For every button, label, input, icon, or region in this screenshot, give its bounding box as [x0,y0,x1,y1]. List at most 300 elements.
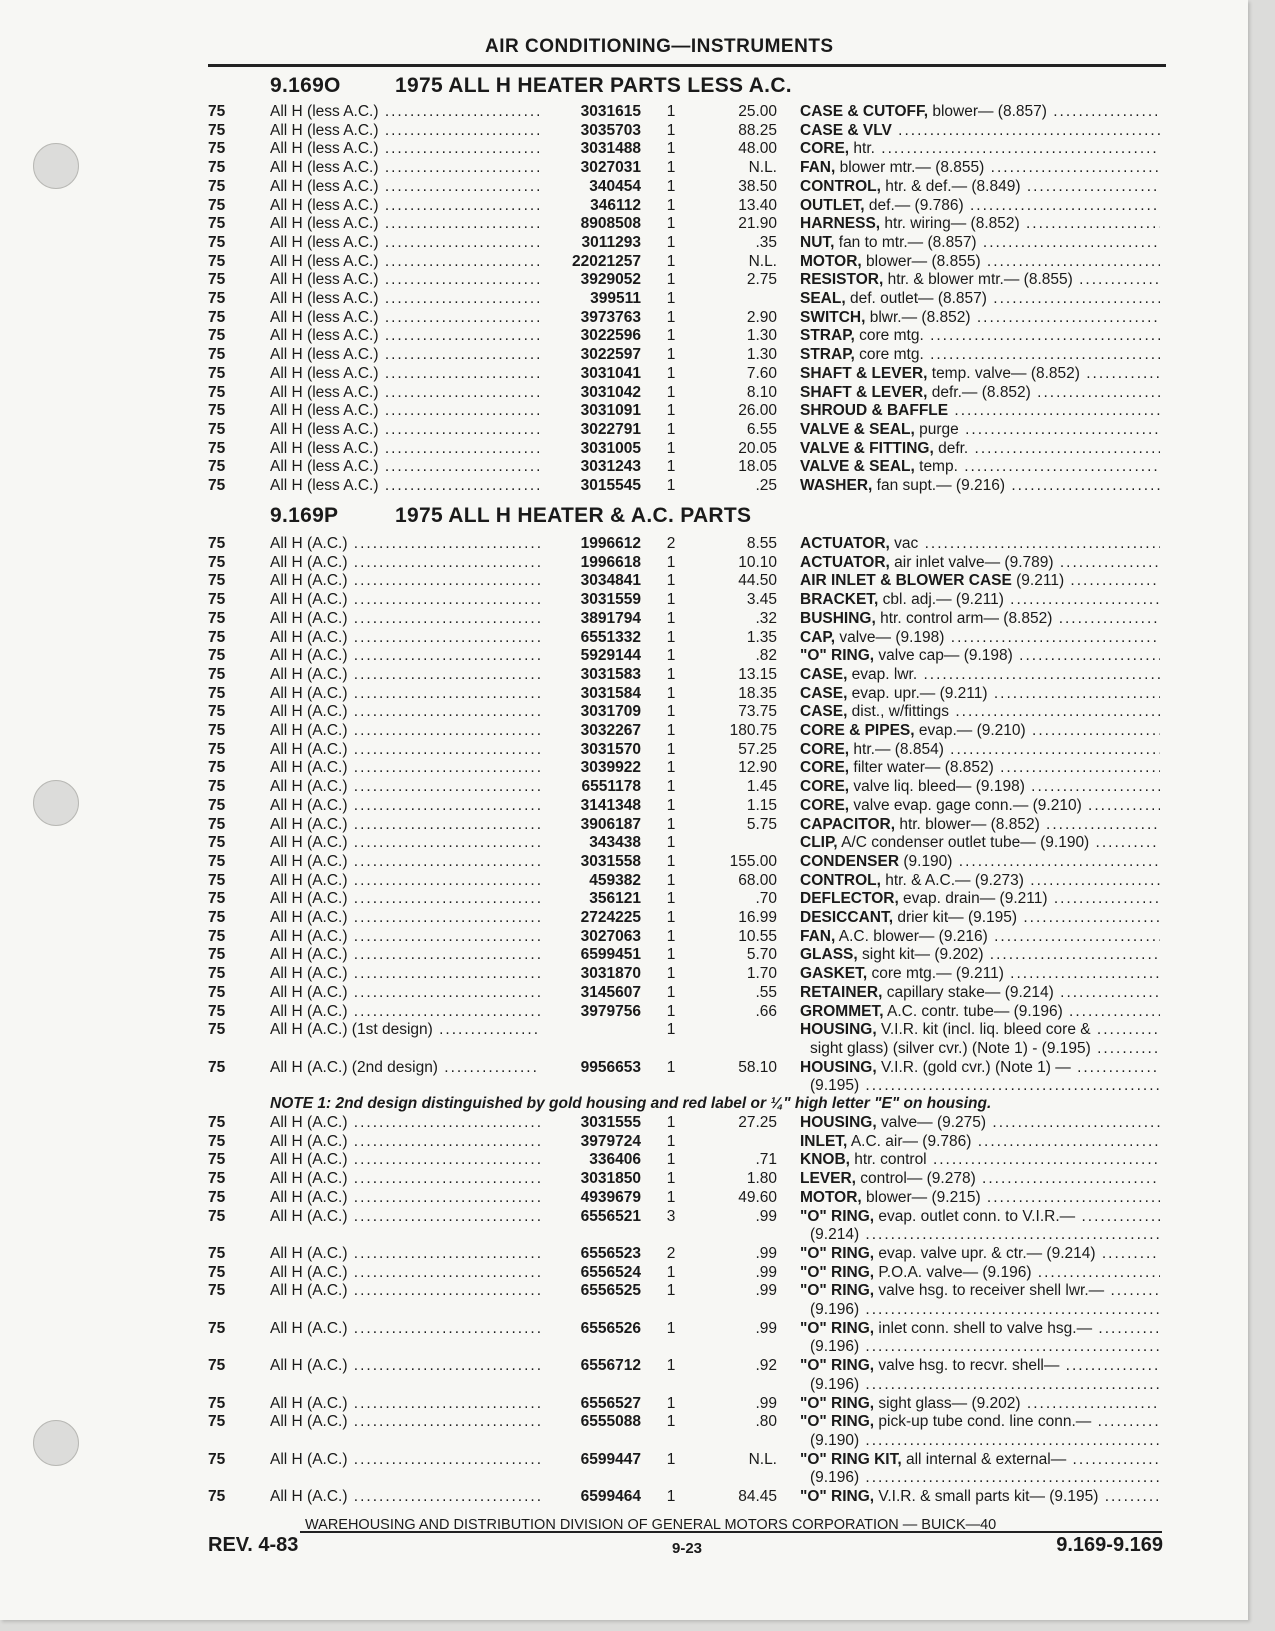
description-name: SHROUD & BAFFLE [800,402,949,420]
description-cell [800,159,1160,178]
year-cell: 75 [208,1058,226,1076]
year-cell: 75 [208,215,226,233]
year-cell: 75 [208,852,226,870]
model-cell: All H (less A.C.) ..... [270,140,540,159]
price-cell: 48.00 [738,140,777,158]
model-cell: All H (less A.C.) ..... [270,421,540,440]
year-cell: 75 [208,346,226,364]
description-cell [800,271,1160,290]
part-number-cell: 6556524 [580,1263,641,1281]
price-cell: .80 [755,1413,777,1431]
section-title: 1975 ALL H HEATER PARTS LESS A.C. [395,74,792,97]
model-cell: All H (A.C.) ..... [270,797,540,816]
year-cell: 75 [208,477,226,494]
part-number-cell: 3031558 [580,852,641,870]
model-cell: All H (A.C.) ..... [270,741,540,760]
model-cell: All H (A.C.) ..... [270,1488,540,1507]
part-number-cell: 459382 [589,871,641,889]
description-cell [800,1413,1160,1432]
price-cell: 20.05 [738,439,777,457]
section-range: 9.169-9.169 [1056,1534,1163,1556]
price-cell: 1.30 [746,327,777,345]
quantity-cell: 1 [666,271,676,289]
year-cell: 75 [208,252,226,270]
description-cell [800,1245,1160,1264]
description-cell [800,591,1160,610]
year-cell: 75 [208,458,226,476]
description-cell [800,535,1160,554]
year-cell: 75 [208,1151,226,1169]
description-name: OUTLET, [800,196,865,214]
part-number-cell: 3929052 [580,271,641,289]
quantity-cell: 1 [666,383,676,401]
description-detail: evap.— (9.210) [914,722,1026,739]
model-cell: All H (A.C.) ..... [270,1189,540,1208]
year-cell: 75 [208,121,226,139]
description-detail: defr. [933,439,969,457]
description-detail: evap. lwr. [847,665,918,683]
year-cell: 75 [208,684,226,702]
price-cell: 27.25 [738,1114,777,1131]
description-cell [800,1395,1160,1414]
description-name: WASHER, [800,477,873,494]
year-cell: 75 [208,665,226,683]
description-detail: core mtg. [854,346,924,364]
year-cell: 75 [208,1357,226,1375]
description-name: VALVE & SEAL, [800,458,915,476]
price-cell: 13.15 [738,665,777,683]
model-cell: All H (A.C.) ..... [270,1133,540,1152]
quantity-cell: 3 [666,1207,676,1225]
description-cell [800,984,1160,1003]
description-cell [800,946,1160,965]
description-cell [800,1170,1160,1189]
quantity-cell: 1 [666,1488,676,1505]
quantity-cell: 1 [666,909,676,926]
description-name: GLASS, [800,946,858,964]
description-cell [800,1114,1160,1133]
description-cell [800,309,1160,328]
year-cell: 75 [208,591,226,609]
description-detail: control— (9.278) [855,1170,976,1188]
description-name: "O" RING KIT, [800,1450,902,1468]
description-name: CLIP, [800,834,838,852]
part-number-cell: 3027063 [580,927,641,945]
price-cell: 155.00 [729,852,777,870]
quantity-cell: 1 [666,308,676,326]
model-cell: All H (A.C.) ..... [270,928,540,947]
part-number-cell: 22021257 [572,252,641,270]
quantity-cell: 1 [666,140,676,158]
year-cell: 75 [208,233,226,251]
price-cell: 21.90 [738,215,777,233]
description-continuation: sight glass) (silver cvr.) (Note 1) - (9.195) ..... [810,1040,1160,1059]
description-detail: valve evap. gage conn.— (9.210) [849,796,1082,814]
quantity-cell: 1 [666,703,676,721]
part-number-cell: 3145607 [580,983,641,1001]
description-name: MOTOR, [800,1188,862,1206]
description-detail: cbl. adj.— (9.211) [878,591,1004,609]
part-number-cell: 3027031 [580,159,641,177]
price-cell: 18.35 [738,684,777,702]
year-cell: 75 [208,177,226,195]
year-cell: 75 [208,420,226,438]
model-cell: All H (A.C.) ..... [270,890,540,909]
model-cell: All H (less A.C.) ..... [270,253,540,272]
quantity-cell: 1 [666,1263,676,1281]
description-cell [800,741,1160,760]
quantity-cell: 1 [666,665,676,683]
price-cell: .99 [755,1244,777,1262]
price-cell: 88.25 [738,121,777,139]
price-cell: 38.50 [738,177,777,195]
description-name: INLET, [800,1132,848,1150]
description-detail: inlet conn. shell to valve hsg.— [874,1319,1093,1337]
description-cell [800,816,1160,835]
section-number: 9.169O [270,74,341,97]
description-cell [800,384,1160,403]
model-cell: All H (A.C.) ..... [270,778,540,797]
quantity-cell: 1 [666,103,676,120]
description-detail: drier kit— (9.195) [893,909,1018,926]
year-cell: 75 [208,628,226,646]
description-name: NUT, [800,233,835,251]
description-name: CORE, [800,140,850,158]
description-cell [800,1003,1160,1022]
year-cell: 75 [208,1132,226,1150]
model-cell: All H (less A.C.) ..... [270,346,540,365]
year-cell: 75 [208,364,226,382]
model-cell: All H (A.C.) ..... [270,554,540,573]
year-cell: 75 [208,796,226,814]
part-number-cell: 3022596 [580,327,641,345]
price-cell: .25 [755,477,777,494]
description-name: CASE, [800,665,848,683]
description-detail: pick-up tube cond. line conn.— [874,1413,1092,1431]
part-number-cell: 6551178 [581,778,641,796]
description-name: CASE & CUTOFF, [800,103,929,120]
description-detail: htr. & def.— (8.849) [880,177,1021,195]
year-cell: 75 [208,271,226,289]
page-header-title: AIR CONDITIONING—INSTRUMENTS [485,36,834,57]
price-cell: .99 [755,1207,777,1225]
description-detail: htr. control [849,1151,927,1169]
description-cell [800,1320,1160,1339]
price-cell: 84.45 [738,1488,777,1505]
description-detail: sight kit— (9.202) [857,946,984,964]
description-detail: evap. outlet conn. to V.I.R.— [874,1207,1076,1225]
description-name: ACTUATOR, [800,535,890,552]
year-cell: 75 [208,609,226,627]
description-detail: A.C. air— (9.786) [847,1132,972,1150]
description-name: RESISTOR, [800,271,884,289]
year-cell: 75 [208,890,226,908]
description-cell [800,872,1160,891]
price-cell: 1.45 [746,778,777,796]
description-name: CONDENSER [800,852,900,870]
model-cell: All H (less A.C.) ..... [270,402,540,421]
quantity-cell: 1 [666,1021,676,1039]
model-cell: All H (A.C.) ..... [270,1357,540,1376]
quantity-cell: 1 [666,1357,676,1375]
description-detail: A.C. contr. tube— (9.196) [883,1002,1063,1020]
price-cell: 13.40 [738,196,777,214]
description-name: STRAP, [800,346,855,364]
description-cell [800,685,1160,704]
part-number-cell: 3031850 [580,1170,641,1188]
quantity-cell: 1 [666,402,676,420]
model-cell: All H (A.C.) ..... [270,834,540,853]
description-cell [800,1021,1160,1040]
description-detail: purge [914,420,959,438]
price-cell: 8.55 [746,535,777,552]
price-cell: N.L. [748,1450,777,1468]
description-continuation: (9.196) ..... [810,1469,1160,1488]
model-cell: All H (A.C.) ..... [270,872,540,891]
price-cell: 26.00 [738,402,777,420]
description-cell [800,1488,1160,1507]
price-cell: .55 [755,983,777,1001]
description-name: AIR INLET & BLOWER CASE [800,572,1012,590]
part-number-cell: 3979756 [580,1002,641,1020]
description-continuation: (9.196) ..... [810,1338,1160,1357]
model-cell: All H (less A.C.) ..... [270,290,540,309]
description-name: GROMMET, [800,1002,884,1020]
section-title: 1975 ALL H HEATER & A.C. PARTS [395,504,752,527]
quantity-cell: 1 [666,1151,676,1169]
description-name: CONTROL, [800,177,881,195]
model-cell: All H (A.C.) ..... [270,759,540,778]
model-cell: All H (A.C.) ..... [270,1395,540,1414]
description-detail: core mtg. [854,327,924,345]
quantity-cell: 2 [666,1244,676,1262]
quantity-cell: 1 [666,628,676,646]
price-cell: 49.60 [738,1188,777,1206]
year-cell: 75 [208,308,226,326]
part-number-cell: 1996612 [580,535,641,552]
year-cell: 75 [208,196,226,214]
description-detail: evap. upr.— (9.211) [847,684,988,702]
description-cell [800,440,1160,459]
section-number: 9.169P [270,504,339,527]
model-cell: All H (less A.C.) ..... [270,440,540,459]
quantity-cell: 1 [666,965,676,983]
part-number-cell: 3031042 [580,383,641,401]
quantity-cell: 1 [666,722,676,739]
part-number-cell: 1996618 [580,553,641,571]
description-name: CORE, [800,796,850,814]
part-number-cell: 2724225 [580,909,641,926]
quantity-cell: 1 [666,290,676,307]
quantity-cell: 1 [666,591,676,609]
part-number-cell: 3031870 [580,965,641,983]
model-cell: All H (A.C.) ..... [270,1003,540,1022]
description-name: VALVE & FITTING, [800,439,934,457]
part-number-cell: 6551332 [580,628,641,646]
description-detail: blower mtr.— (8.855) [835,159,985,177]
description-name: BRACKET, [800,591,879,609]
description-detail: all internal & external— [901,1450,1067,1468]
description-name: CASE, [800,684,848,702]
description-detail: htr.— (8.854) [849,740,944,758]
price-cell: .35 [755,233,777,251]
description-cell [800,234,1160,253]
quantity-cell: 1 [666,815,676,833]
part-number-cell: 6556523 [580,1244,641,1262]
description-detail: V.I.R. (gold cvr.) (Note 1) — [876,1058,1071,1076]
model-cell: All H (A.C.) ..... [270,647,540,666]
model-cell: All H (A.C.) ..... [270,722,540,741]
part-number-cell: 6556526 [580,1319,641,1337]
quantity-cell: 1 [666,740,676,758]
description-detail: air inlet valve— (9.789) [889,553,1054,571]
description-cell [800,928,1160,947]
part-number-cell: 8908508 [580,215,641,233]
price-cell: 2.75 [746,271,777,289]
year-cell: 75 [208,290,226,307]
year-cell: 75 [208,1207,226,1225]
quantity-cell: 1 [666,852,676,870]
part-number-cell: 5929144 [580,647,641,665]
model-cell: All H (less A.C.) ..... [270,458,540,477]
section-heading [270,504,751,528]
description-name: SHAFT & LEVER, [800,383,928,401]
description-cell [800,853,1160,872]
description-cell [800,1189,1160,1208]
description-cell [800,797,1160,816]
year-cell: 75 [208,383,226,401]
quantity-cell: 1 [666,477,676,494]
part-number-cell: 3034841 [580,572,641,590]
quantity-cell: 1 [666,1002,676,1020]
price-cell: 5.70 [746,946,777,964]
quantity-cell: 1 [666,983,676,1001]
description-cell [800,140,1160,159]
year-cell: 75 [208,1450,226,1468]
description-detail: def. outlet— (8.857) [845,290,987,307]
description-cell [800,178,1160,197]
model-cell: All H (A.C.) ..... [270,685,540,704]
part-number-cell: 356121 [589,890,641,908]
quantity-cell: 1 [666,364,676,382]
part-number-cell: 3141348 [580,796,641,814]
description-continuation: (9.196) ..... [810,1301,1160,1320]
price-cell: 3.45 [746,591,777,609]
description-name: CASE, [800,703,848,721]
description-cell [800,610,1160,629]
model-cell: All H (A.C.) ..... [270,965,540,984]
model-cell: All H (less A.C.) ..... [270,477,540,496]
description-detail: htr. wiring— (8.852) [880,215,1020,233]
description-name: "O" RING, [800,1319,875,1337]
quantity-cell: 1 [666,1132,676,1150]
description-detail: blower— (8.857) [928,103,1047,120]
description-detail: valve hsg. to recvr. shell— [874,1357,1060,1375]
year-cell: 75 [208,740,226,758]
description-name: HOUSING, [800,1114,877,1131]
quantity-cell: 1 [666,796,676,814]
price-cell: .32 [755,609,777,627]
description-detail: V.I.R. kit (incl. liq. bleed core & [876,1021,1091,1039]
price-cell: .82 [755,647,777,665]
part-number-cell: 3979724 [580,1132,641,1150]
description-name: CAPACITOR, [800,815,896,833]
model-cell: All H (A.C.) ..... [270,946,540,965]
part-number-cell: 3031709 [580,703,641,721]
quantity-cell: 1 [666,327,676,345]
description-detail: fan supt.— (9.216) [872,477,1006,494]
description-cell [800,402,1160,421]
description-cell [800,290,1160,309]
description-cell [800,647,1160,666]
description-cell [800,197,1160,216]
description-cell [800,1059,1160,1078]
price-cell: 73.75 [738,703,777,721]
price-cell: .99 [755,1282,777,1300]
description-detail: valve— (9.275) [876,1114,987,1131]
price-cell: .66 [755,1002,777,1020]
description-cell [800,477,1160,496]
quantity-cell: 1 [666,834,676,852]
description-cell [800,1133,1160,1152]
footer-division: WAREHOUSING AND DISTRIBUTION DIVISION OF GENERAL MOTORS CORPORATION — BUICK—40 [305,1517,997,1533]
description-cell [800,421,1160,440]
quantity-cell: 1 [666,196,676,214]
part-number-cell: 3031091 [580,402,641,420]
year-cell: 75 [208,1188,226,1206]
model-cell: All H (A.C.) ..... [270,572,540,591]
price-cell: 5.75 [746,815,777,833]
quantity-cell: 1 [666,890,676,908]
model-cell: All H (A.C.) ..... [270,535,540,554]
description-name: STRAP, [800,327,855,345]
year-cell: 75 [208,1488,226,1505]
quantity-cell: 1 [666,346,676,364]
part-number-cell: 3031583 [580,665,641,683]
quantity-cell: 1 [666,684,676,702]
quantity-cell: 1 [666,159,676,177]
year-cell: 75 [208,1002,226,1020]
year-cell: 75 [208,759,226,777]
description-cell [800,759,1160,778]
description-name: FAN, [800,159,836,177]
description-cell [800,666,1160,685]
binder-hole [33,1420,79,1466]
description-detail: defr.— (8.852) [927,383,1031,401]
year-cell: 75 [208,1021,226,1039]
part-number-cell: 6599464 [580,1488,641,1505]
description-detail: valve liq. bleed— (9.198) [849,778,1025,796]
price-cell: 180.75 [729,722,777,739]
description-name: HOUSING, [800,1058,877,1076]
year-cell: 75 [208,1263,226,1281]
quantity-cell: 1 [666,1114,676,1131]
quantity-cell: 1 [666,778,676,796]
description-cell [800,909,1160,928]
price-cell: 2.90 [746,308,777,326]
year-cell: 75 [208,871,226,889]
year-cell: 75 [208,965,226,983]
model-cell: All H (A.C.) ..... [270,1451,540,1470]
part-number-cell: 343438 [589,834,641,852]
price-cell: 1.30 [746,346,777,364]
part-number-cell: 3015545 [580,477,641,494]
price-cell: N.L. [748,252,777,270]
year-cell: 75 [208,535,226,552]
description-name: "O" RING, [800,647,875,665]
year-cell: 75 [208,703,226,721]
year-cell: 75 [208,1170,226,1188]
